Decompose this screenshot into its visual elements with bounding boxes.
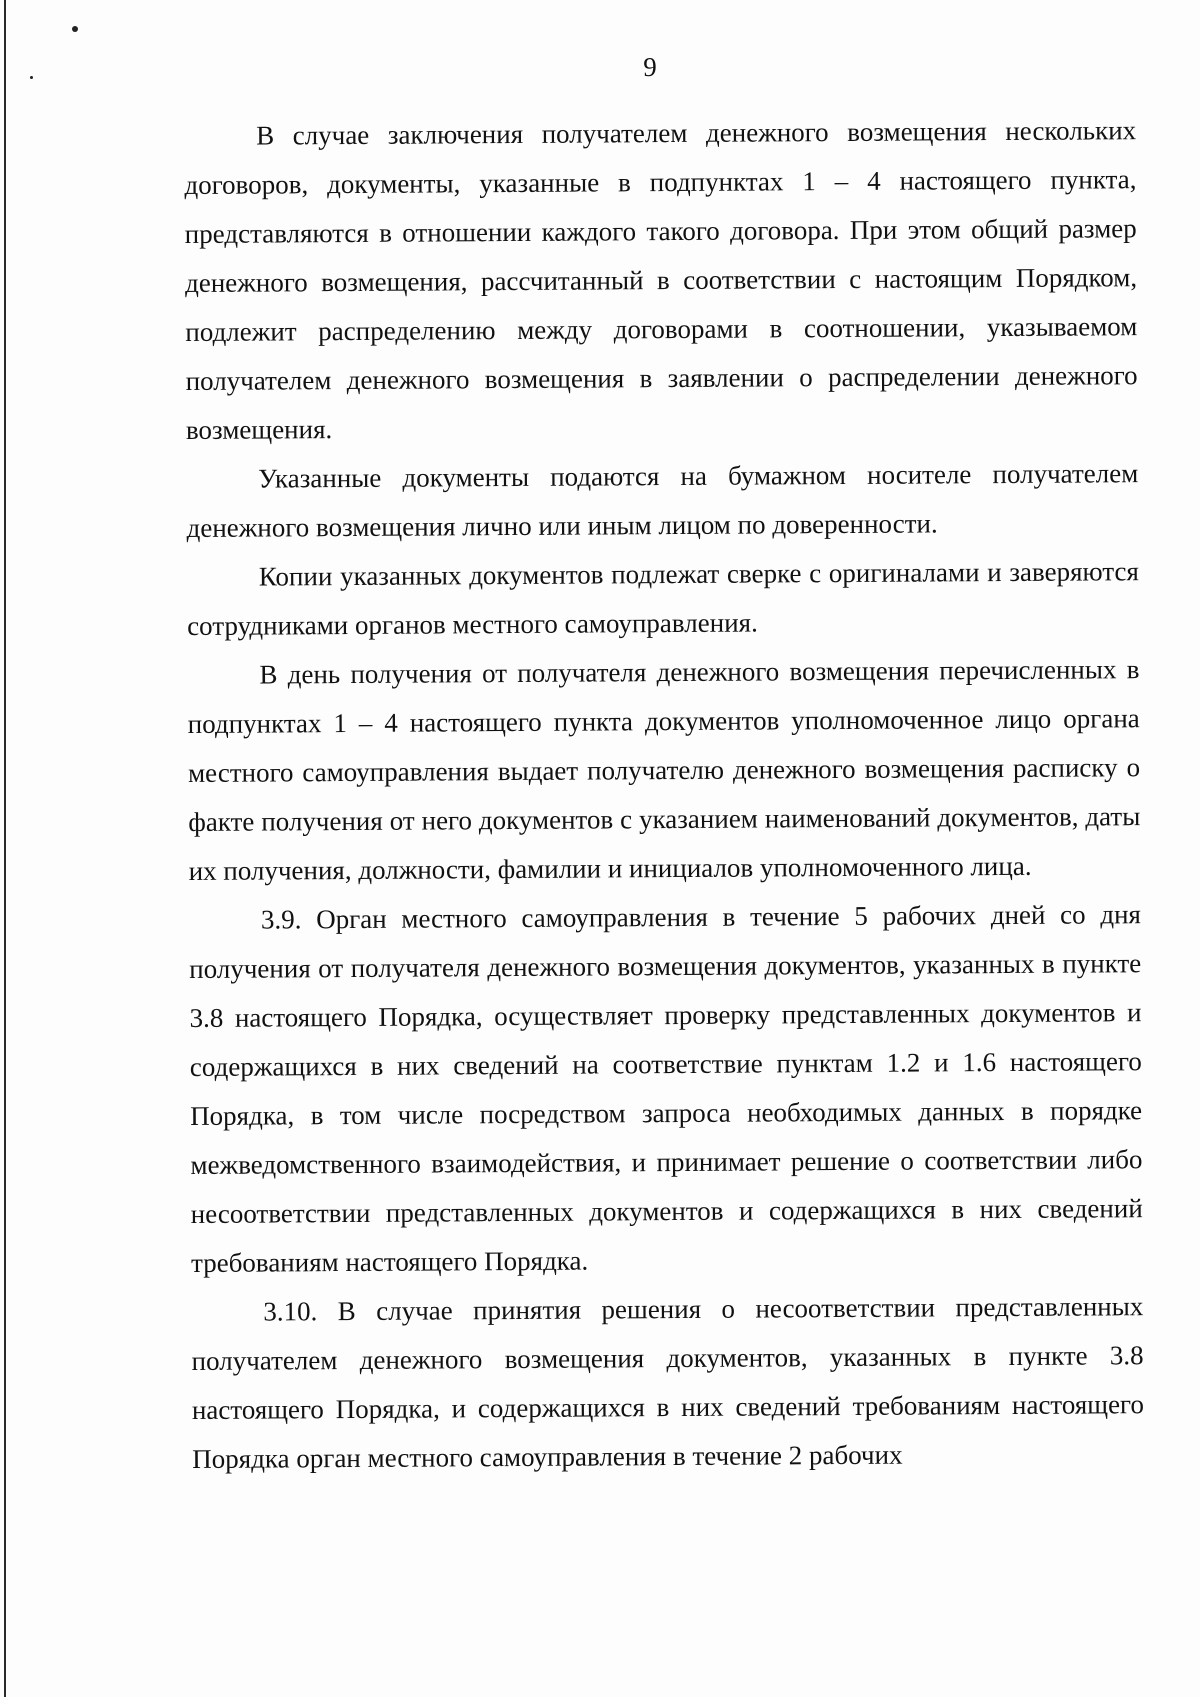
scan-speck — [72, 26, 78, 32]
paragraph-clause-3-10: 3.10. В случае принятия решения о несоответствии представленных получателем денежного возмещения документов, указанных в пункте 3.8 настоящего Порядка, и содержащихся в них сведений требованиям настоящего Порядка орган местного самоуправления в течение 2 рабочих — [191, 1291, 1145, 1474]
paragraph-clause-3-9: 3.9. Орган местного самоуправления в течение 5 рабочих дней со дня получения от получателя денежного возмещения документов, указанных в пункте 3.8 настоящего Порядка, осуществляет проверку представленных документов и содержащихся в них сведений на соответствие пунктам 1.2 и 1.6 настоящего Порядка, в том числе посредством запроса необходимых данных в порядке межведомственного взаимодействия, и принимает решение о соответствии либо несоответствии представленных документов и содержащихся в них сведений требованиям настоящего Порядка. — [189, 899, 1143, 1278]
paragraph-copies-verification: Копии указанных документов подлежат сверке с оригиналами и заверяются сотрудниками органов местного самоуправления. — [187, 556, 1139, 641]
document-body — [184, 106, 1144, 1484]
page-number: 9 — [643, 52, 657, 82]
paragraph-receipt-issuance: В день получения от получателя денежного возмещения перечисленных в подпунктах 1 – 4 настоящего пункта документов уполномоченное лицо органа местного самоуправления выдает получателю денежного возмещения расписку о факте получения от него документов с указанием наименований документов, даты их получения, должности, фамилии и инициалов уполномоченного лица. — [187, 654, 1141, 886]
paragraph-paper-submission: Указанные документы подаются на бумажном носителе получателем денежного возмещения лично или иным лицом по доверенности. — [186, 458, 1139, 543]
scan-edge-line — [4, 0, 6, 1697]
paragraph-several-contracts: В случае заключения получателем денежного возмещения нескольких договоров, документы, указанные в подпунктах 1 – 4 настоящего пункта, представляются в отношении каждого такого договора. При этом общий размер денежного возмещения, рассчитанный в соответствии с настоящим Порядком, подлежит распределению между договорами в соотношении, указываемом получателем денежного возмещения в заявлении о распределении денежного возмещения. — [184, 115, 1138, 445]
